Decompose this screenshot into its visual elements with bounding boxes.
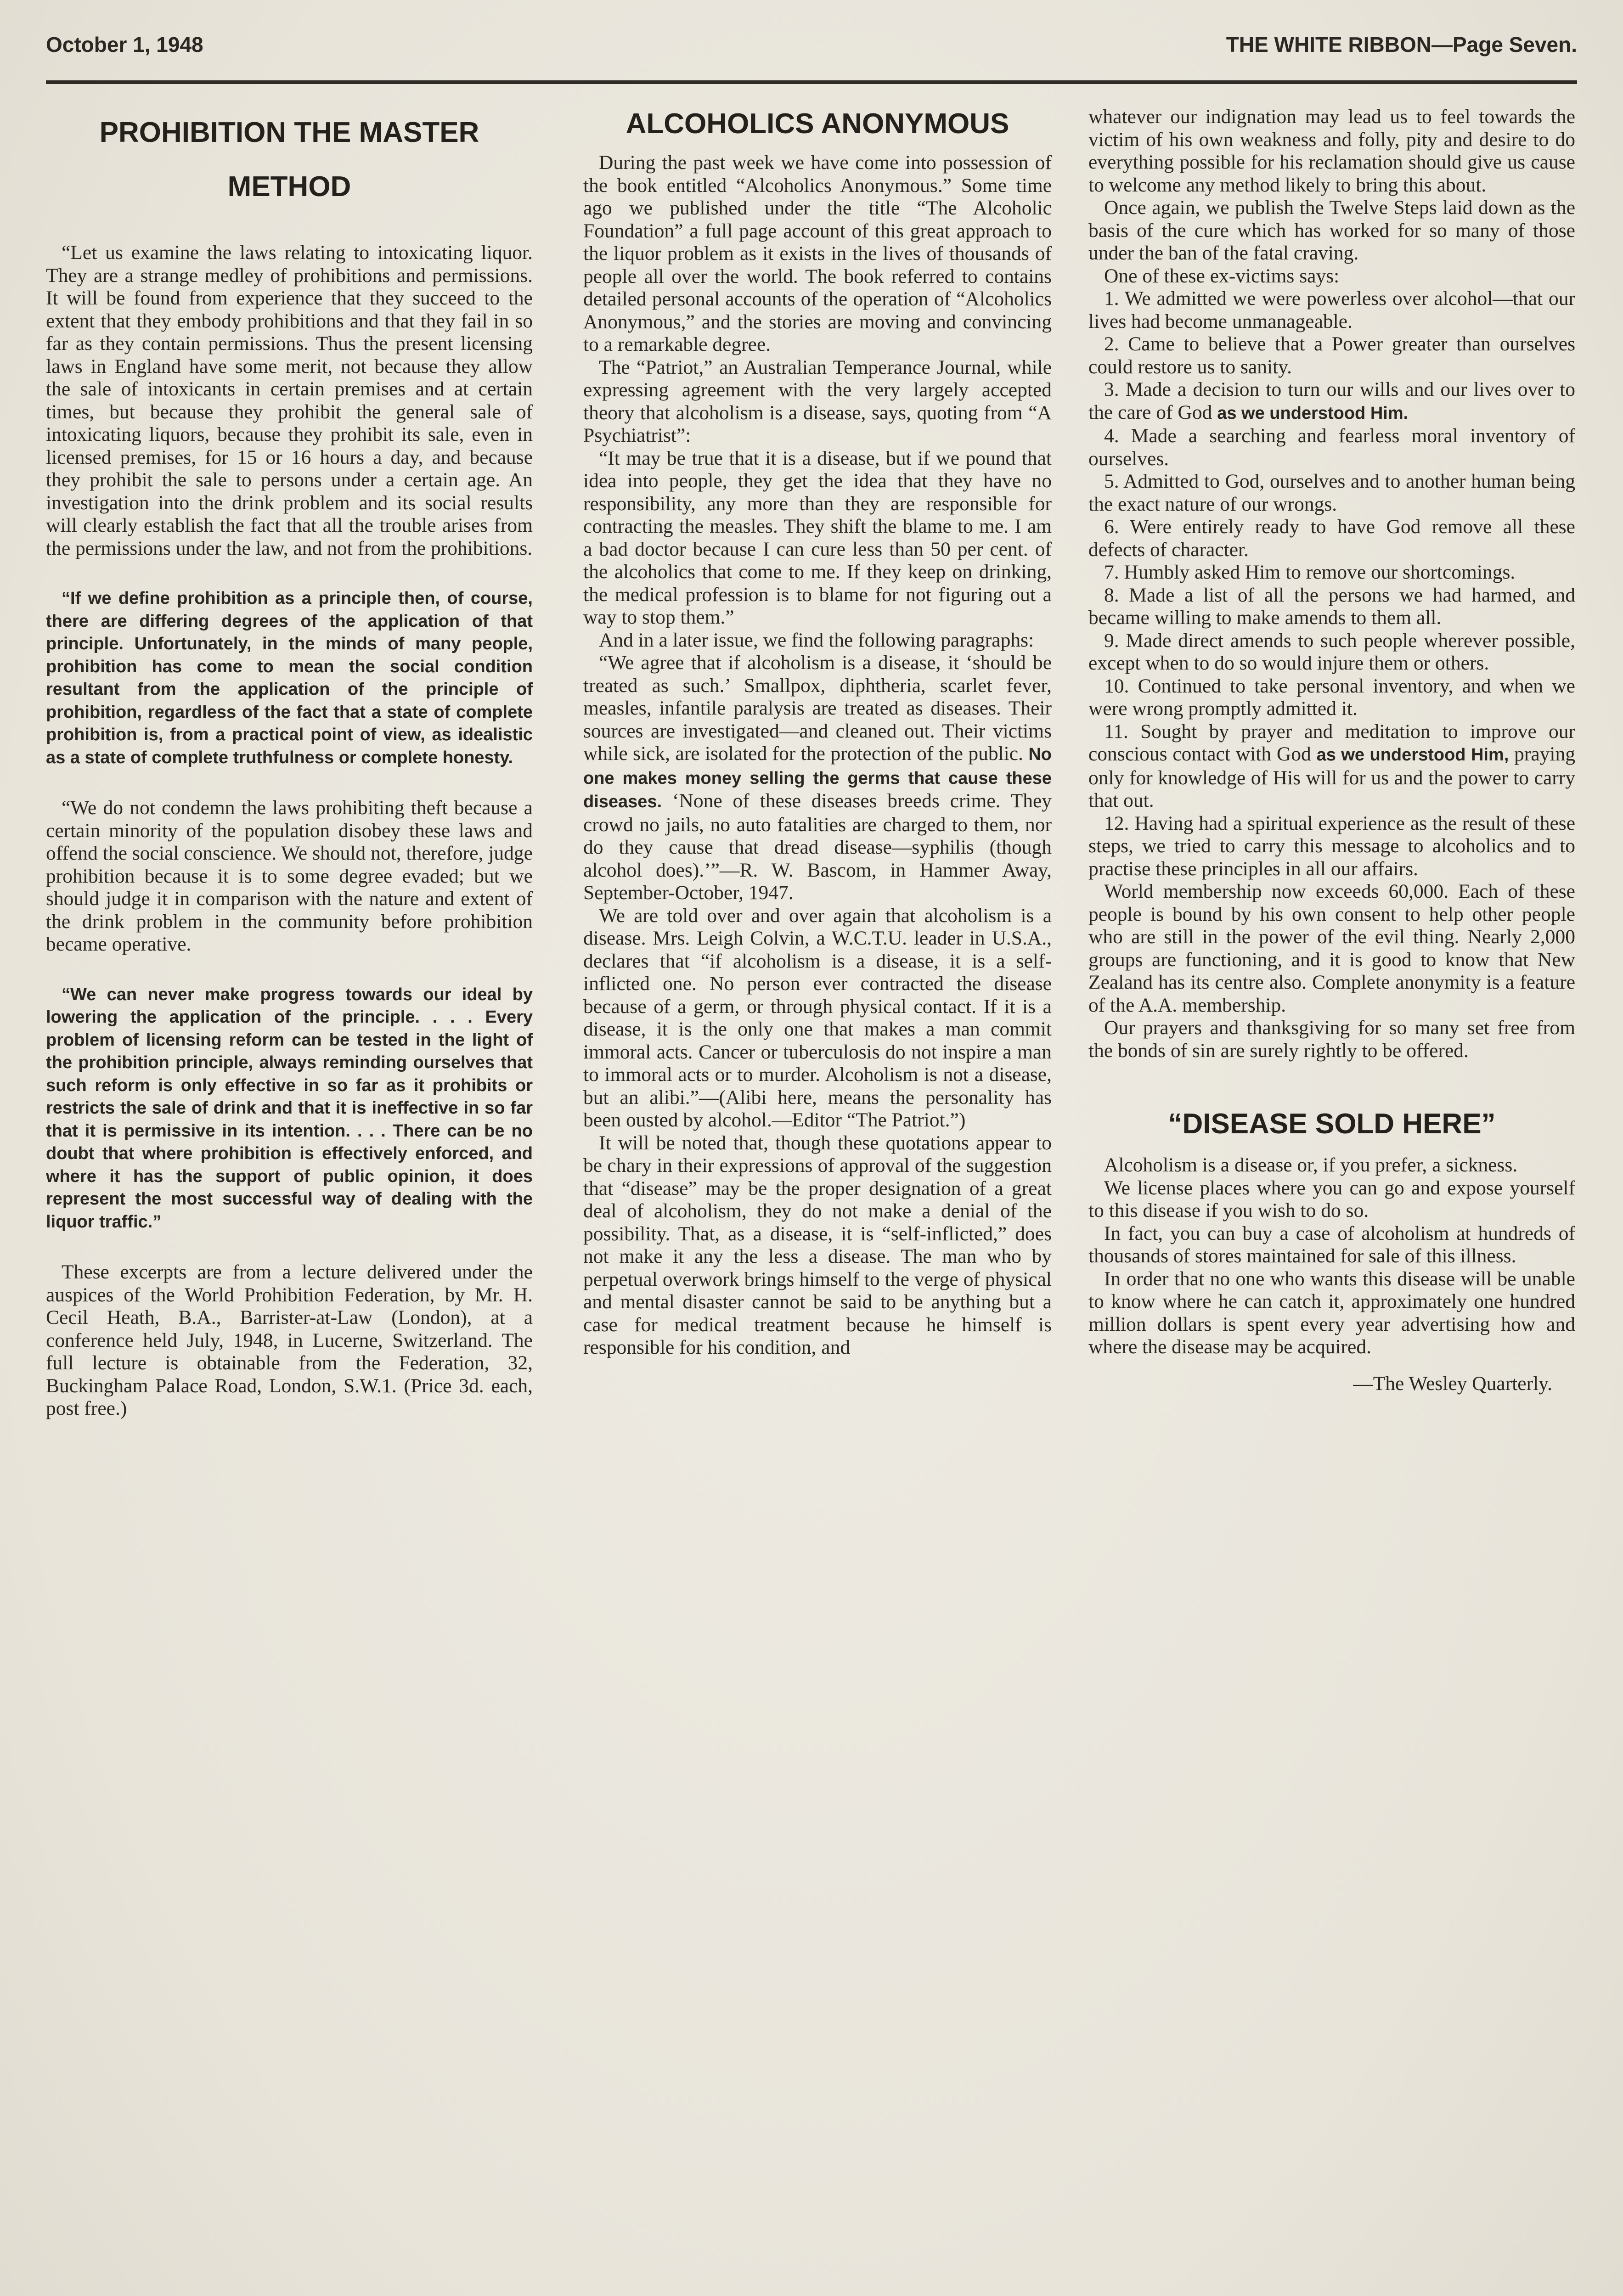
prohibition-paragraph: “We do not condemn the laws prohibiting theft because a certain minority of the population disobey these laws and offend the social conscience. We should not, therefore, judge prohibition because it is to some degree evaded; but we should judge it in comparison with the nature and extent of the drink problem in the community before prohibition became operative.: [46, 797, 533, 955]
step-item: 4. Made a searching and fearless moral inventory of ourselves.: [1088, 425, 1575, 470]
aa-paragraph: It will be noted that, though these quotations appear to be chary in their expressions of approval of the suggestion that “disease” may be the proper designation of a great deal of alcoholism, they do not make a denial of the possibility. That, as a disease, it is “self-inflicted,” does not make it any the less a disease. The man who by perpetual overwork brings himself to the verge of physical and mental disaster cannot be said to be anything but a case for medical treatment because he himself is responsible for his condition, and: [583, 1131, 1052, 1358]
aa-paragraph: And in a later issue, we find the following paragraphs:: [599, 629, 1034, 651]
aa-quote-text: “We agree that if alcoholism is a disease, it ‘should be treated as such.’ Smallpox, diphtheria, scarlet fever, measles, infantile paralysis are treated as diseases. Their sources are investigated—and cleaned out. Their victims while sick, are isolated for the protection of the public.: [583, 652, 1052, 765]
column-steps: [1088, 106, 1575, 1395]
step-text: 3. Made a decision to turn our wills and our lives over to the care of God: [1088, 378, 1575, 423]
disease-paragraph: We license places where you can go and expose yourself to this disease if you wish to do so.: [1088, 1176, 1575, 1221]
step-text: praying only for knowledge of His will for us and the power to carry that out.: [1088, 743, 1575, 811]
step-bold: as we understood Him.: [1217, 403, 1409, 423]
step-item: 5. Admitted to God, ourselves and to another human being the exact nature of our wrongs.: [1088, 470, 1575, 515]
step-item: 8. Made a list of all the persons we had harmed, and became willing to make amends to them all.: [1088, 584, 1575, 629]
aa-paragraph: Our prayers and thanksgiving for so many set free from the bonds of sin are surely rightly to be offered.: [1088, 1017, 1575, 1062]
aa-paragraph-continued: whatever our indignation may lead us to feel towards the victim of his own weakness and folly, pity and desire to do everything possible for his reclamation should give us cause to welcome any method likely to bring this about.: [1088, 106, 1575, 196]
step-item: 1. We admitted we were powerless over alcohol—that our lives had become unmanageable.: [1088, 287, 1575, 332]
prohibition-source-note: These excerpts are from a lecture delivered under the auspices of the World Prohibition Federation, by Mr. H. Cecil Heath, B.A., Barrister-at-Law (London), at a conference held July, 1948, in Lucerne, Switzerland. The full lecture is obtainable from the Federation, 32, Buckingham Palace Road, London, S.W.1. (Price 3d. each, post free.): [46, 1261, 533, 1419]
publication-page-title: THE WHITE RIBBON—Page Seven.: [1226, 33, 1577, 56]
step-item: 9. Made direct amends to such people wherever possible, except when to do so would injure them or others.: [1088, 629, 1575, 674]
aa-paragraph: World membership now exceeds 60,000. Each of these people is bound by his own consent to help other people who are still in the power of the evil thing. Nearly 2,000 groups are functioning, and it is good to know that New Zealand has its centre also. Complete anonymity is a feature of the A.A. membership.: [1088, 880, 1575, 1016]
column-prohibition: [46, 106, 533, 1420]
aa-paragraph: We are told over and over again that alcoholism is a disease. Mrs. Leigh Colvin, a W.C.T.U. leader in U.S.A., declares that “if alcoholism is a disease, it is a self-inflicted one. No person ever contracted the disease because of a germ, or through physical contact. If it is a disease, it is the only one that makes a man commit immoral acts. Cancer or tuberculosis do not inspire a man to immoral acts or to murder. Alcoholism is not a disease, but an alibi.”—(Alibi here, means the personality has been ousted by alcohol.—Editor “The Patriot.”): [583, 904, 1052, 1131]
step-bold: as we understood Him,: [1316, 745, 1509, 765]
prohibition-bold-paragraph: “We can never make progress towards our ideal by lowering the application of the principle. . . . Every problem of licensing reform can be tested in the light of the prohibition principle, always reminding ourselves that such reform is only effective in so far as it prohibits or restricts the sale of drink and that it is ineffective in so far that it is permissive in its intention. . . . There can be no doubt that where prohibition is effectively enforced, and where it has the support of public opinion, it does represent the most successful way of dealing with the liquor traffic.”: [46, 985, 533, 1232]
header-rule: [46, 80, 1577, 84]
step-item: [1088, 720, 1575, 812]
aa-paragraph: The “Patriot,” an Australian Temperance Journal, while expressing agreement with the very largely accepted theory that alcoholism is a disease, says, quoting from “A Psychiatrist”:: [583, 356, 1052, 446]
prohibition-paragraph: “Let us examine the laws relating to intoxicating liquor. They are a strange medley of prohibitions and permissions. It will be found from experience that they succeed to the extent that they embody prohibitions and that they fail in so far as they contain permissions. Thus the present licensing laws in England have some merit, not because they allow the sale of intoxicants in certain premises and at certain times, but because they prohibit the general sale of intoxicating liquors, because they prohibit its sale, even in licensed premises, for 15 or 16 hours a day, and because they prohibit the sale to persons under a certain age. An investigation into the drink problem and its social results will clearly establish the fact that all the trouble arises from the permissions under the law, and not from the prohibitions.: [46, 242, 533, 559]
aa-headline: ALCOHOLICS ANONYMOUS: [626, 108, 1009, 140]
aa-quote: “It may be true that it is a disease, but if we pound that idea into people, they get the idea that they have no responsibility, any more than they are responsible for contracting the measles. They shift the blame to me. I am a bad doctor because I can cure less than 50 per cent. of the alcoholics that come to me. If they keep on drinking, the medical profession is to blame for not figuring out a way to stop them.”: [583, 447, 1052, 628]
issue-date: October 1, 1948: [46, 33, 203, 56]
prohibition-headline: PROHIBITION THE MASTER METHOD: [99, 117, 479, 203]
running-header: [46, 32, 1577, 69]
disease-paragraph: In order that no one who wants this disease will be unable to know where he can catch it, approximately one hundred million dollars is spent every year advertising how and where the disease may be acquired.: [1088, 1267, 1575, 1358]
aa-paragraph: Once again, we publish the Twelve Steps laid down as the basis of the cure which has worked for so many of those under the ban of the fatal craving.: [1088, 197, 1575, 264]
step-text: 11. Sought by prayer and meditation to improve our conscious contact with God: [1088, 720, 1575, 765]
prohibition-bold-paragraph: “If we define prohibition as a principle then, of course, there are differing degrees of the application of that principle. Unfortunately, in the minds of many people, prohibition has come to mean the social condition resultant from the application of the principle of prohibition, regardless of the fact that a state of complete prohibition is, from a practical point of view, as idealistic as a state of complete truthfulness or complete honesty.: [46, 589, 533, 767]
aa-quote-bold: No one makes money selling the germs that cause these diseases.: [583, 745, 1052, 811]
step-item: 12. Having had a spiritual experience as the result of these steps, we tried to carry this message to alcoholics and to practise these principles in all our affairs.: [1088, 812, 1575, 880]
step-item: 7. Humbly asked Him to remove our shortcomings.: [1104, 561, 1516, 583]
disease-paragraph: In fact, you can buy a case of alcoholism at hundreds of thousands of stores maintained for sale of this illness.: [1088, 1222, 1575, 1267]
step-item: [1088, 378, 1575, 425]
disease-paragraph: Alcoholism is a disease or, if you prefer, a sickness.: [1104, 1154, 1518, 1176]
step-item: 2. Came to believe that a Power greater than ourselves could restore us to sanity.: [1088, 333, 1575, 378]
aa-paragraph: One of these ex-victims says:: [1104, 264, 1340, 287]
aa-paragraph: During the past week we have come into possession of the book entitled “Alcoholics Anonymous.” Some time ago we published under the title “The Alcoholic Foundation” a full page account of this great approach to the liquor problem as it exists in the lives of thousands of people all over the world. The book referred to contains detailed personal accounts of the operation of “Alcoholics Anonymous,” and the stories are moving and convincing to a remarkable degree.: [583, 152, 1052, 355]
aa-quote-text: ‘None of these diseases breeds crime. They crowd no jails, no auto fatalities are charged to them, nor do they cause that dread disease—syphilis (though alcohol does).’”—R. W. Bascom, in Hammer Away, September-October, 1947.: [583, 790, 1052, 904]
aa-quote: [583, 652, 1052, 905]
disease-headline: “DISEASE SOLD HERE”: [1168, 1108, 1496, 1140]
step-item: 10. Continued to take personal inventory, and when we were wrong promptly admitted it.: [1088, 675, 1575, 720]
step-item: 6. Were entirely ready to have God remove all these defects of character.: [1088, 516, 1575, 561]
disease-source: —The Wesley Quarterly.: [1353, 1372, 1552, 1395]
column-aa: [583, 106, 1052, 1359]
